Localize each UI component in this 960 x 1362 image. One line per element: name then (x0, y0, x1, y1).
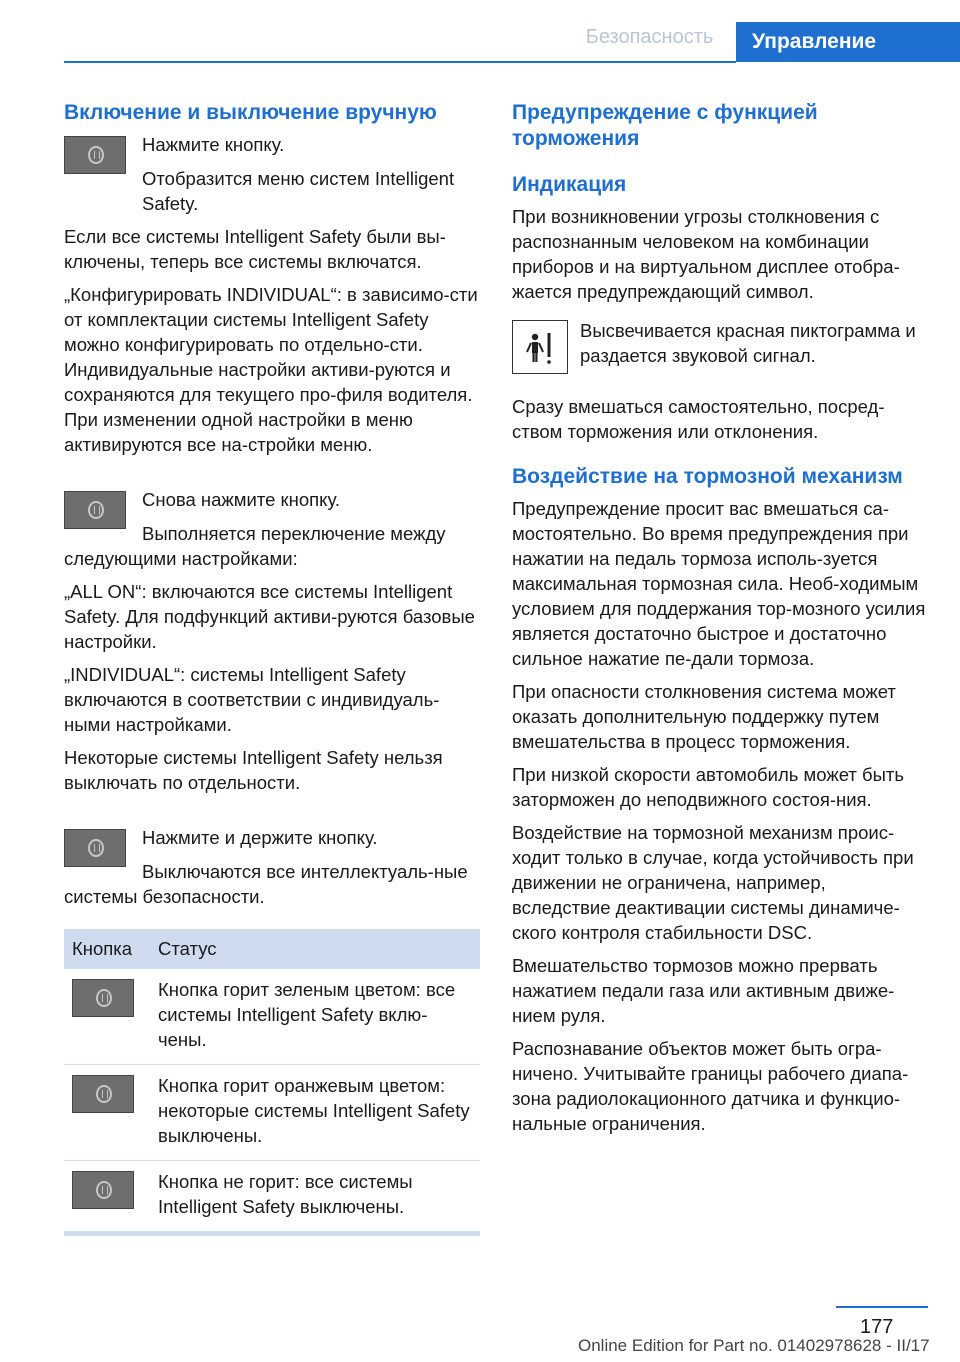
safety-button-icon (64, 829, 126, 867)
step-text: Нажмите и держите кнопку. (142, 827, 378, 848)
page-header (0, 0, 960, 62)
button-status-table (64, 929, 480, 1236)
button-off-icon (72, 1171, 134, 1209)
step-result: Выполняется переключение между следующими настройками: (64, 523, 446, 569)
section-heading-warning: Предупреждение с функцией торможения (512, 101, 818, 150)
paragraph: Если все системы Intelligent Safety были вы-ключены, теперь все системы включатся. (64, 226, 446, 272)
tab-safety[interactable]: Безопасность (585, 26, 714, 48)
safety-button-icon (64, 136, 126, 174)
table-row (64, 969, 480, 1065)
status-text: Кнопка не горит: все системы Intelligent Safety выключены. (150, 1161, 480, 1234)
pedestrian-warning-icon (512, 320, 568, 374)
warning-symbol-row (512, 318, 926, 378)
paragraph: Сразу вмешаться самостоятельно, посред-ством торможения или отклонения. (512, 396, 885, 442)
paragraph: „ALL ON“: включаются все системы Intelligent Safety. Для подфункций активи-руются базовые настройки. (64, 581, 475, 652)
header-divider (64, 61, 736, 63)
button-step-2 (64, 487, 478, 537)
section-heading-manual: Включение и выключение вручную (64, 101, 437, 124)
step-result: Выключаются все интеллектуаль-ные системы безопасности. (64, 861, 468, 907)
paragraph: Некоторые системы Intelligent Safety нельзя выключать по отдельности. (64, 747, 443, 793)
warning-text: Высвечивается красная пиктограмма и раздается звуковой сигнал. (580, 320, 916, 366)
left-column (64, 100, 478, 1236)
status-text: Кнопка горит оранжевым цветом: некоторые системы Intelligent Safety выключены. (150, 1065, 480, 1161)
paragraph: Вмешательство тормозов можно прервать нажатием педали газа или активным движе-нием руля. (512, 955, 895, 1026)
page-number: 177 (860, 1316, 894, 1338)
column-header-button: Кнопка (64, 929, 150, 969)
table-row (64, 1065, 480, 1161)
table-row (64, 1161, 480, 1234)
button-step-1 (64, 132, 478, 182)
button-step-3 (64, 825, 478, 875)
button-orange-icon (72, 1075, 134, 1113)
step-text: Снова нажмите кнопку. (142, 489, 340, 510)
safety-button-icon (64, 491, 126, 529)
right-column (512, 100, 926, 1144)
edition-note: Online Edition for Part no. 01402978628 - II/17 (578, 1336, 930, 1355)
button-green-icon (72, 979, 134, 1017)
subheading-indication: Индикация (512, 173, 627, 196)
column-header-status: Статус (150, 929, 480, 969)
step-result: Отобразится меню систем Intelligent Safety. (142, 168, 455, 214)
paragraph: Распознавание объектов может быть огра-ничено. Учитывайте границы рабочего диапа-зона радиолокационного датчика и функцио-нальные ограничения. (512, 1038, 909, 1134)
paragraph: Предупреждение просит вас вмешаться са-мостоятельно. Во время предупреждения при нажатии на педаль тормоза исполь-зуется максимальная тормозная сила. Необ-ходимым условием для поддержания тор-мозного усилия является достаточно быстрое и достаточно сильное нажатие пе-дали тормоза. (512, 498, 926, 669)
status-text: Кнопка горит зеленым цветом: все системы Intelligent Safety вклю-чены. (150, 969, 480, 1065)
tab-control[interactable]: Управление (736, 22, 960, 62)
paragraph: При низкой скорости автомобиль может быть заторможен до неподвижного состоя-ния. (512, 764, 905, 810)
subheading-brake: Воздействие на тормозной механизм (512, 465, 903, 488)
paragraph: При опасности столкновения система может оказать дополнительную поддержку путем вмешательства в процесс торможения. (512, 681, 896, 752)
paragraph: „Конфигурировать INDIVIDUAL“: в зависимо-сти от комплектации системы Intelligent Safety можно конфигурировать по отдельно-сти. Индивидуальные настройки активи-руются и сохраняются для текущего про-филя водителя. При изменении одной настройки в меню активируются все на-стройки меню. (64, 284, 478, 455)
paragraph: При возникновении угрозы столкновения с распознанным человеком на комбинации приборов и на виртуальном дисплее отобра-жается предупреждающий символ. (512, 206, 900, 302)
paragraph: Воздействие на тормозной механизм проис-ходит только в случае, когда устойчивость при движении не ограничена, например, вследствие деактивации системы динамиче-ского контроля стабильности DSC. (512, 822, 914, 943)
paragraph: „INDIVIDUAL“: системы Intelligent Safety включаются в соответствии с индивидуаль-ными настройками. (64, 664, 440, 735)
footer-divider (836, 1306, 928, 1308)
step-text: Нажмите кнопку. (142, 134, 285, 155)
